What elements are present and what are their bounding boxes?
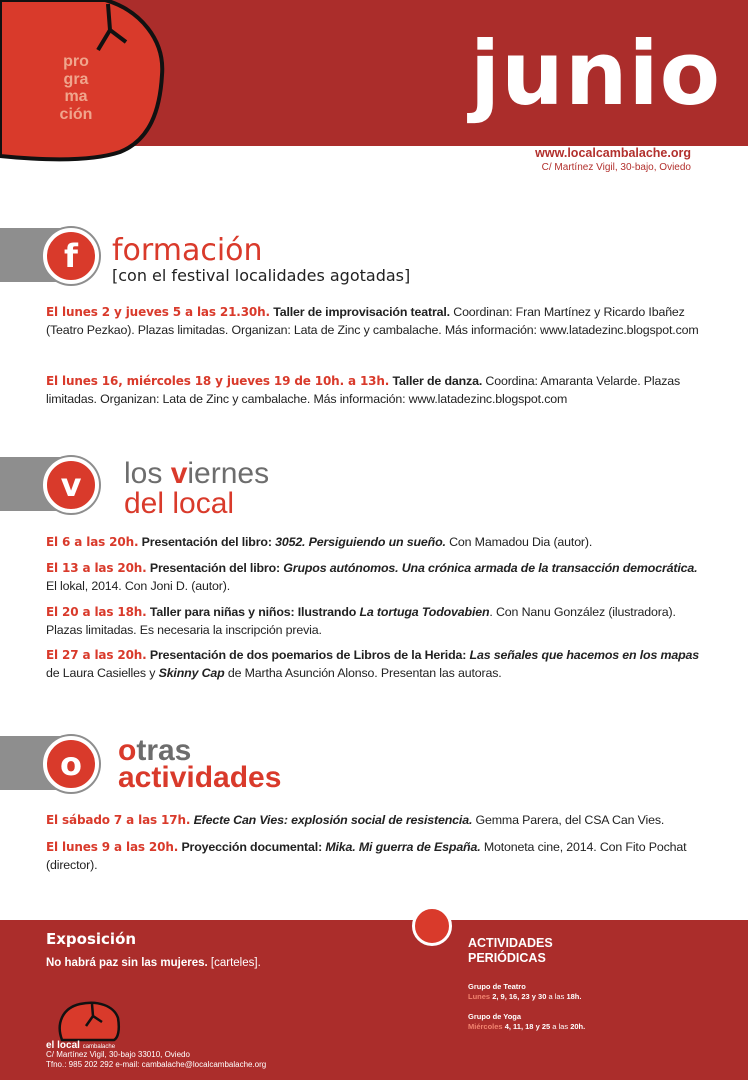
formacion-title: formación <box>112 233 263 268</box>
group-time-pre: a las <box>552 1022 569 1031</box>
prog-line-2: gra <box>63 70 89 88</box>
viernes-icon <box>43 457 99 513</box>
formacion-icon <box>43 228 99 284</box>
item-text: Gemma Parera, del CSA Can Vies. <box>475 813 665 827</box>
group-time-pre: a las <box>548 992 565 1001</box>
formacion-subtitle: [con el festival localidades agotadas] <box>112 266 411 285</box>
expo-note: [carteles]. <box>210 957 261 969</box>
expo-subtitle <box>46 957 261 969</box>
group-day: Lunes <box>468 992 491 1001</box>
item-text: de Laura Casielles y <box>46 665 156 680</box>
item-title: Taller de improvisación teatral. <box>273 305 450 319</box>
viernes-title-post: iernes <box>187 457 270 490</box>
viernes-title-line2: del local <box>124 487 235 520</box>
formacion-item-2 <box>46 373 706 408</box>
item-title: Taller de danza. <box>392 374 483 388</box>
item-title: Presentación del libro: <box>149 561 280 575</box>
item-title: Proyección documental: <box>181 840 323 854</box>
expo-title: Exposición <box>46 930 137 948</box>
group-name: Grupo de Teatro <box>468 982 526 991</box>
item-date: El lunes 9 a las 20h. <box>46 840 179 854</box>
item-date: El lunes 2 y jueves 5 a las 21.30h. <box>46 305 270 319</box>
group-name: Grupo de Yoga <box>468 1012 522 1021</box>
viernes-icon-letter: v <box>60 466 82 504</box>
formacion-icon-letter: f <box>64 237 78 275</box>
viernes-item-3 <box>46 604 706 639</box>
item-text-2: de Martha Asunción Alonso. Presentan las autoras. <box>227 665 502 680</box>
item-text: Con Mamadou Dia (autor). <box>449 535 593 549</box>
viernes-title-hl: v <box>170 457 188 490</box>
group-day: Miércoles <box>468 1022 503 1031</box>
grupo-yoga <box>468 1012 585 1032</box>
el-local-logo <box>46 1000 126 1042</box>
formacion-item-1 <box>46 304 706 339</box>
item-italic: 3052. Persiguiendo un sueño. <box>275 535 446 549</box>
otras-item-2 <box>46 839 706 874</box>
viernes-item-2 <box>46 560 706 595</box>
act-title-line1: ACTIVIDADES <box>468 936 553 950</box>
otras-icon-letter: o <box>60 745 82 783</box>
otras-icon <box>43 736 99 792</box>
viernes-title-line1 <box>124 459 269 489</box>
item-title: Presentación de dos poemarios de Libros de la Herida: <box>149 648 467 662</box>
grupo-teatro <box>468 982 581 1002</box>
viernes-item-1 <box>46 534 706 552</box>
prog-line-3: ma <box>64 88 88 105</box>
header-address: C/ Martínez Vigil, 30-bajo, Oviedo <box>541 162 691 173</box>
viernes-item-4 <box>46 647 706 682</box>
item-title: Presentación del libro: <box>141 535 272 549</box>
item-text: . Con Nanu González (ilustradora). Plazas limitadas. Es necesaria la inscripción previa. <box>46 605 676 637</box>
item-date: El 20 a las 18h. <box>46 605 147 619</box>
item-italic: Mika. Mi guerra de España. <box>325 840 481 854</box>
website-link[interactable]: www.localcambalache.org <box>535 146 691 160</box>
group-time: 18h. <box>566 992 582 1001</box>
group-dates: 4, 11, 18 y 25 <box>504 1022 551 1031</box>
otras-title-hl: o <box>118 734 137 767</box>
item-italic: Efecte Can Vies: explosión social de resistencia. <box>193 813 473 827</box>
otras-title-line2: actividades <box>118 761 282 794</box>
item-title: Taller para niñas y niños: Ilustrando <box>149 605 357 619</box>
item-date: El lunes 16, miércoles 18 y jueves 19 de 10h. a 13h. <box>46 374 390 388</box>
prog-line-4: ción <box>59 105 93 123</box>
item-date: El 13 a las 20h. <box>46 561 147 575</box>
item-italic: Las señales que hacemos en los mapas <box>469 648 699 662</box>
item-date: El 6 a las 20h. <box>46 535 139 549</box>
logo-name-small: cambalache <box>82 1044 116 1050</box>
otras-item-1 <box>46 812 706 830</box>
item-date: El sábado 7 a las 17h. <box>46 813 191 827</box>
otras-title-post: tras <box>136 734 192 767</box>
footer-address-block <box>46 1050 266 1070</box>
footer-orb-icon <box>412 906 452 946</box>
logo-name-main: el local <box>46 1040 80 1051</box>
actividades-title <box>468 936 553 966</box>
item-text: Coordina: Amaranta Velarde. Plazas limitadas. Organizan: Lata de Zinc y cambalache. Más información: www.latadezinc.blogspot.com <box>46 374 681 406</box>
item-date: El 27 a las 20h. <box>46 648 147 662</box>
item-text: El lokal, 2014. Con Joni D. (autor). <box>46 578 230 593</box>
item-italic: Grupos autónomos. Una crónica armada de la transacción democrática. <box>283 561 698 575</box>
item-italic-2: Skinny Cap <box>158 665 225 680</box>
footer-address: C/ Martínez Vigil, 30-bajo 33010, Oviedo <box>46 1050 190 1059</box>
month-title: junio <box>470 22 722 125</box>
item-text: Motoneta cine, 2014. Con Fito Pochat (director). <box>46 840 687 872</box>
expo-name: No habrá paz sin las mujeres. <box>46 957 208 969</box>
group-dates: 2, 9, 16, 23 y 30 <box>492 992 547 1001</box>
footer-contact: Tfno.: 985 202 292 e-mail: cambalache@localcambalache.org <box>46 1060 267 1069</box>
item-text: Coordinan: Fran Martínez y Ricardo Ibañez (Teatro Pezkao). Plazas limitadas. Organizan: Lata de Zinc y cambalache. Más información: www.latadezinc.blogspot.com <box>46 305 699 337</box>
item-italic: La tortuga Todovabien <box>359 605 490 619</box>
viernes-title-pre: los <box>124 457 171 490</box>
prog-line-1: pro <box>63 53 89 70</box>
programacion-label <box>46 53 106 123</box>
act-title-line2: PERIÓDICAS <box>468 951 546 965</box>
group-time: 20h. <box>570 1022 586 1031</box>
